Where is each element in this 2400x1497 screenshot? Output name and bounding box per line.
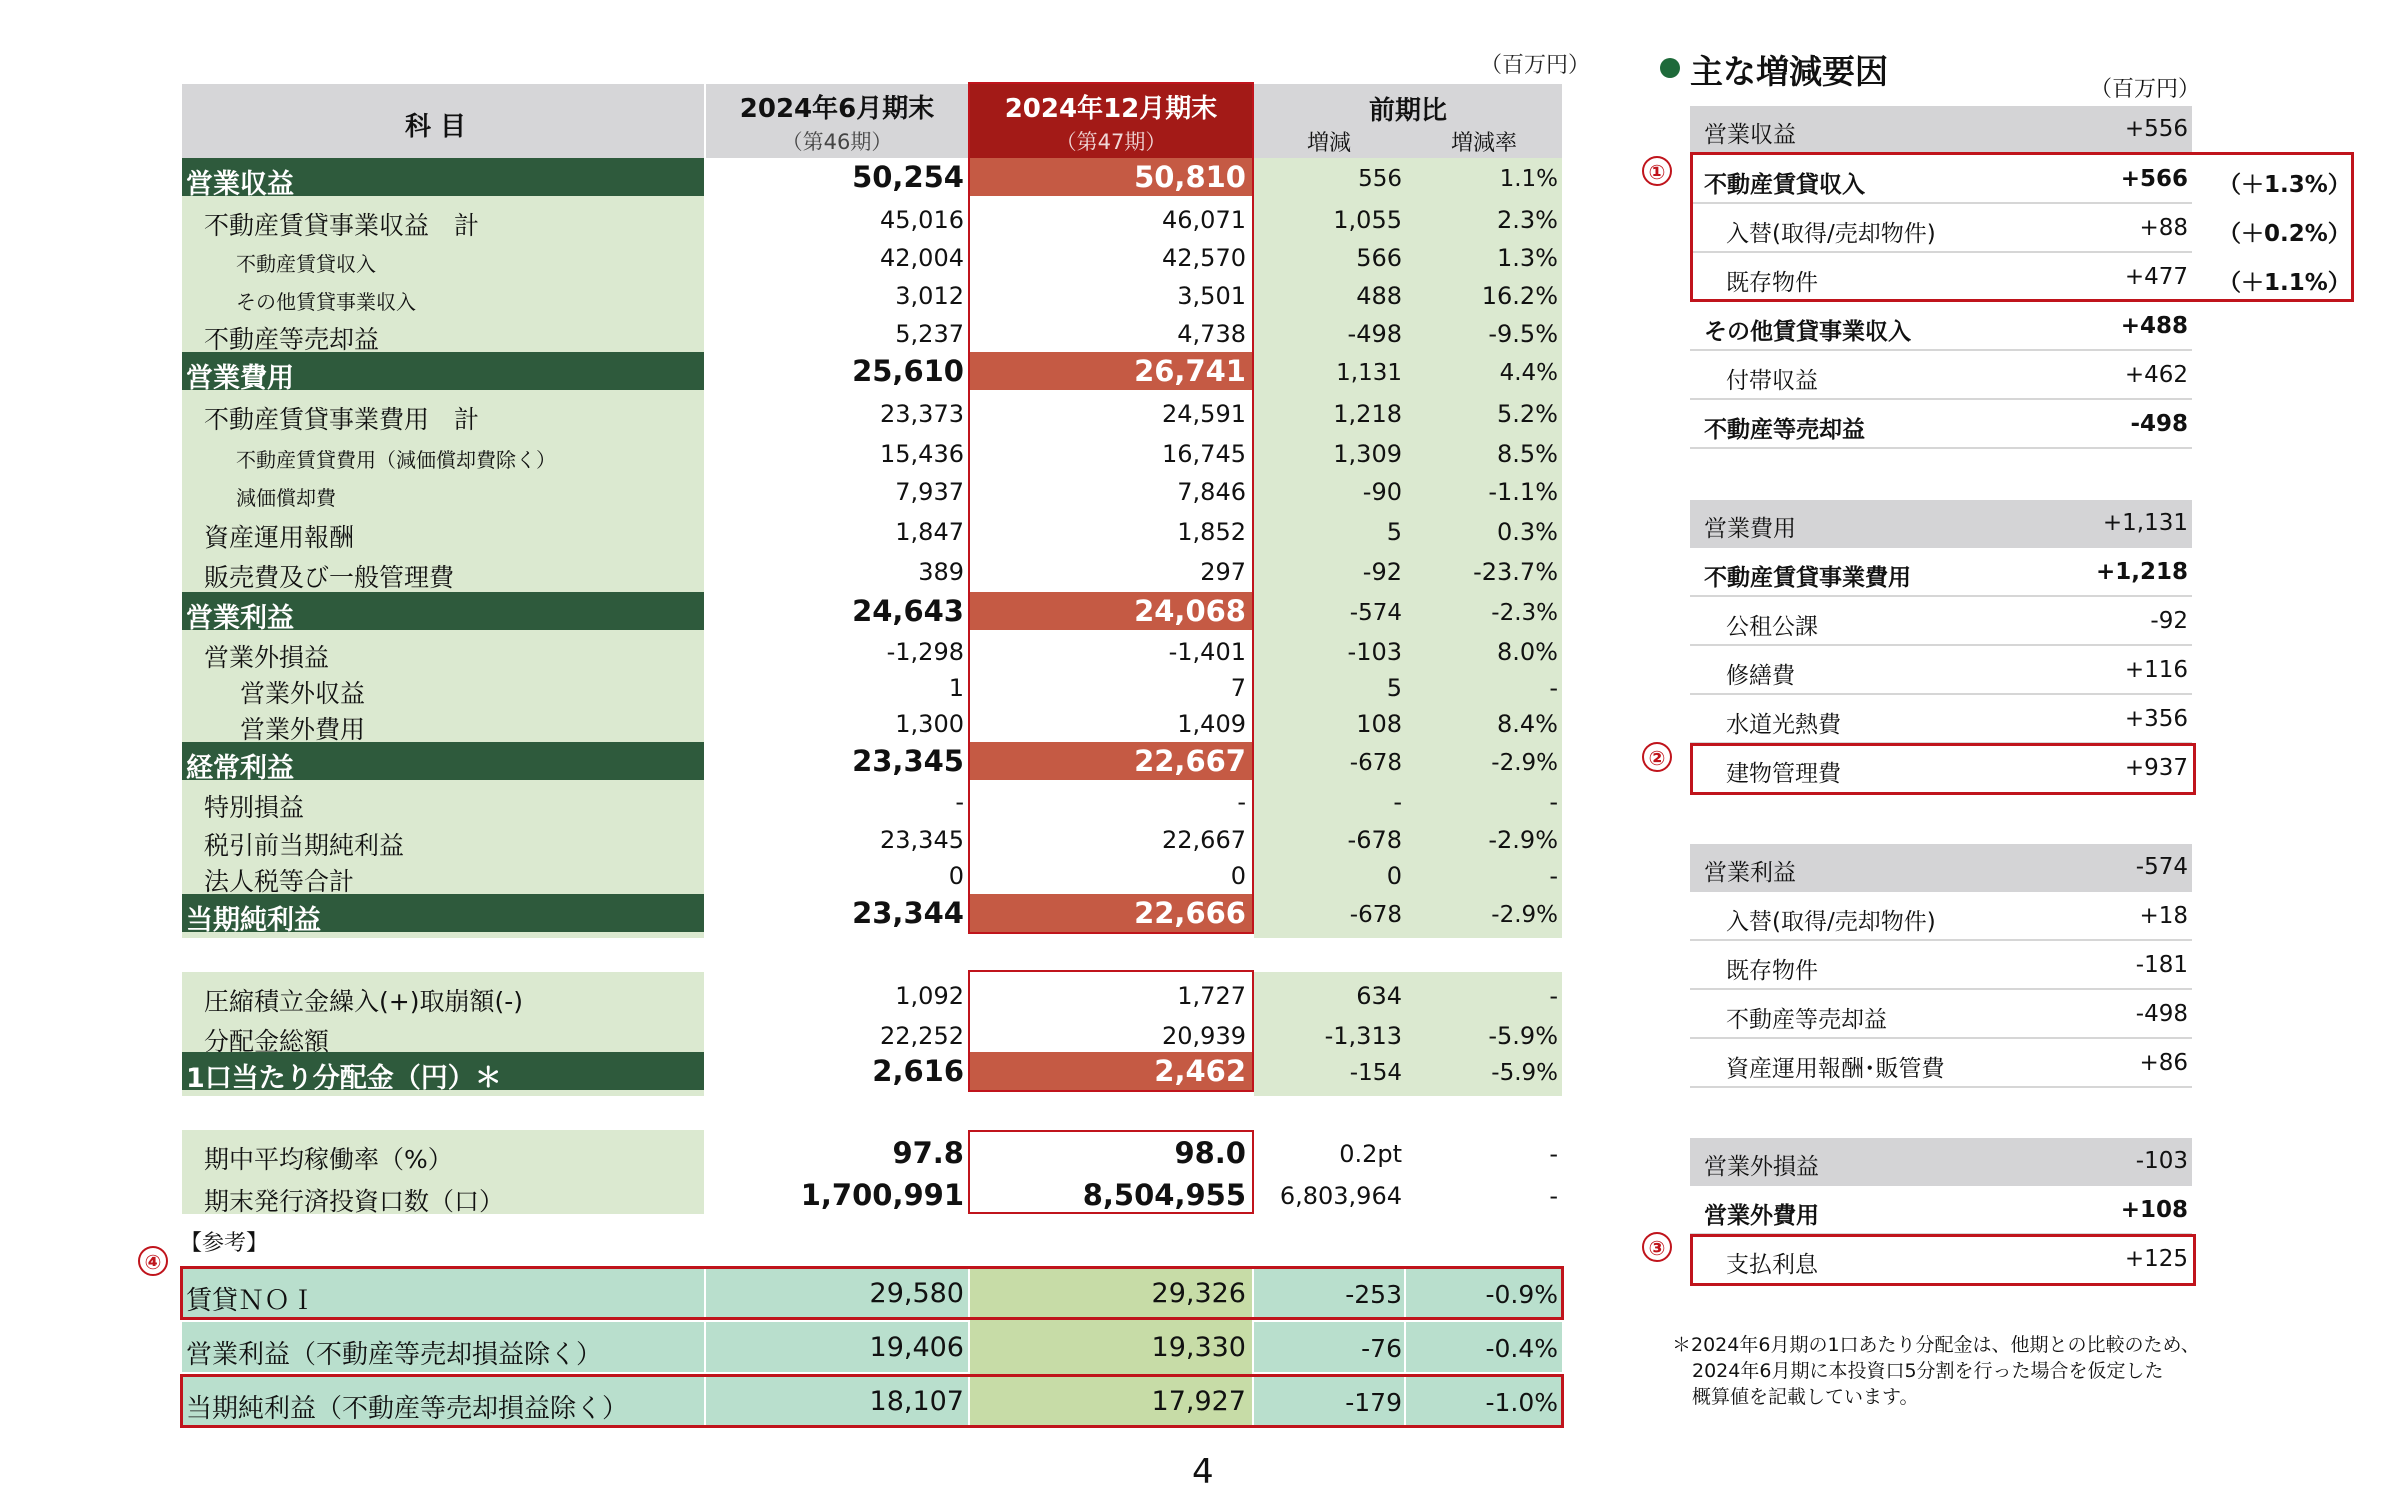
row-v1: 1,300 xyxy=(895,710,964,738)
row-change: 1,131 xyxy=(1336,360,1402,386)
factor-value: +937 xyxy=(2124,755,2188,781)
row-v2: 1,409 xyxy=(1177,710,1246,738)
factor-value: +556 xyxy=(2124,116,2188,142)
factor-row xyxy=(1690,598,2192,646)
header-change: 増減 xyxy=(1306,131,1351,156)
row-rate: -0.9% xyxy=(1485,1280,1558,1309)
row-rate: - xyxy=(1549,982,1558,1010)
factor-pct: （＋1.1%） xyxy=(2218,270,2351,296)
row-v1: 50,254 xyxy=(852,160,964,194)
row-rate: -0.4% xyxy=(1485,1334,1558,1363)
row-change: -103 xyxy=(1347,638,1402,666)
row-v2: 20,939 xyxy=(1162,1022,1246,1050)
factor-label: 資産運用報酬･販管費 xyxy=(1726,1056,1945,1082)
row-label: 販売費及び一般管理費 xyxy=(204,563,455,592)
factor-label: 既存物件 xyxy=(1726,958,1818,984)
factor-label: 付帯収益 xyxy=(1726,368,1818,394)
row-change: 1,309 xyxy=(1333,440,1402,468)
row-v1: 5,237 xyxy=(895,320,964,348)
row-v1: 97.8 xyxy=(892,1136,964,1170)
row-change: -92 xyxy=(1362,558,1402,586)
row-v2: 50,810 xyxy=(1134,160,1246,194)
row-change: -179 xyxy=(1345,1388,1402,1417)
footnote-line: 2024年6月期に本投資口5分割を行った場合を仮定した xyxy=(1692,1360,2164,1382)
factor-label: 支払利息 xyxy=(1726,1252,1818,1278)
factor-value: +116 xyxy=(2124,657,2188,683)
page-number: 4 xyxy=(1192,1452,1214,1492)
row-rate: - xyxy=(1549,1140,1558,1168)
factor-row xyxy=(1690,352,2192,400)
factor-row-header xyxy=(1690,500,2192,548)
row-rate: - xyxy=(1549,788,1558,816)
factor-value: +108 xyxy=(2120,1197,2188,1223)
row-rate: -23.7% xyxy=(1473,558,1558,586)
row-change: 0 xyxy=(1386,862,1402,890)
row-label: 不動産等売却益 xyxy=(204,325,380,354)
row-rate: -9.5% xyxy=(1488,320,1558,348)
factor-label: 不動産賃貸事業費用 xyxy=(1704,565,1911,591)
header-subject: 科 目 xyxy=(405,112,467,142)
row-change: -498 xyxy=(1347,320,1402,348)
row-v1: 23,345 xyxy=(880,826,964,854)
row-v2: 98.0 xyxy=(1174,1136,1246,1170)
header-rate: 増減率 xyxy=(1450,131,1517,156)
factor-label: 不動産等売却益 xyxy=(1726,1007,1887,1033)
row-label: 経常利益 xyxy=(186,753,294,784)
row-v2: - xyxy=(1237,788,1246,816)
row-label: 不動産賃貸事業収益 計 xyxy=(204,211,480,240)
row-v1: 22,252 xyxy=(880,1022,964,1050)
row-change: -154 xyxy=(1349,1060,1402,1086)
row-rate: 8.0% xyxy=(1497,638,1558,666)
factor-label: 不動産等売却益 xyxy=(1704,417,1865,443)
row-rate: -2.3% xyxy=(1491,600,1558,626)
row-v2: 29,326 xyxy=(1151,1278,1246,1309)
row-change: 566 xyxy=(1356,244,1402,272)
row-v1: 0 xyxy=(948,862,964,890)
row-v1: - xyxy=(955,788,964,816)
factor-row xyxy=(1690,1187,2192,1235)
row-rate: - xyxy=(1549,862,1558,890)
row-label: 税引前当期純利益 xyxy=(204,831,405,860)
row-label: 期中平均稼働率（%） xyxy=(204,1145,453,1174)
row-v1: 1 xyxy=(948,674,964,702)
highlight-box-1 xyxy=(1690,152,2354,302)
row-v2: 7 xyxy=(1230,674,1246,702)
row-v2: 8,504,955 xyxy=(1082,1178,1246,1212)
header-col1-sub: （第46期） xyxy=(781,130,893,154)
factor-label: その他賃貸事業収入 xyxy=(1704,319,1911,345)
row-v1: 19,406 xyxy=(869,1332,964,1363)
footnote-line: ＊2024年6月期の1口あたり分配金は、他期との比較のため、 xyxy=(1672,1334,2200,1356)
factor-row xyxy=(1690,942,2192,990)
factor-value: +1,131 xyxy=(2102,510,2188,536)
factor-value: -103 xyxy=(2135,1148,2188,1174)
row-rate: 16.2% xyxy=(1481,282,1558,310)
row-v1: 1,700,991 xyxy=(800,1178,964,1212)
row-v2: 7,846 xyxy=(1177,478,1246,506)
row-rate: -5.9% xyxy=(1491,1060,1558,1086)
row-v1: 29,580 xyxy=(869,1278,964,1309)
header-col2-title: 2024年12月期末 xyxy=(1004,94,1218,124)
row-label: 営業外費用 xyxy=(240,715,366,744)
row-v1: 1,847 xyxy=(895,518,964,546)
row-v2: 16,745 xyxy=(1162,440,1246,468)
factor-row xyxy=(1690,303,2192,351)
row-v1: -1,298 xyxy=(886,638,964,666)
factor-label: 水道光熱費 xyxy=(1726,712,1841,738)
row-v2: 46,071 xyxy=(1162,206,1246,234)
row-change: -678 xyxy=(1349,750,1402,776)
row-change: -90 xyxy=(1362,478,1402,506)
factor-label: 営業利益 xyxy=(1704,860,1796,886)
row-v2: 19,330 xyxy=(1151,1332,1246,1363)
factor-row xyxy=(1690,549,2192,597)
row-label: 営業外収益 xyxy=(240,679,366,708)
row-v1: 2,616 xyxy=(872,1054,964,1088)
factor-value: +1,218 xyxy=(2095,559,2188,585)
row-v1: 1,092 xyxy=(895,982,964,1010)
right-panel-title: 主な増減要因 xyxy=(1690,52,1888,91)
marker-1: ① xyxy=(1642,156,1672,186)
row-label: 営業利益 xyxy=(186,603,294,634)
row-label: 圧縮積立金繰入(+)取崩額(-) xyxy=(204,987,523,1016)
factor-label: 建物管理費 xyxy=(1726,761,1841,787)
factor-value: +86 xyxy=(2139,1050,2188,1076)
row-v2: 42,570 xyxy=(1162,244,1246,272)
factor-label: 入替(取得/売却物件) xyxy=(1726,909,1936,935)
reference-label: 【参考】 xyxy=(180,1231,269,1256)
row-change: -253 xyxy=(1345,1280,1402,1309)
marker-4: ④ xyxy=(138,1246,168,1276)
row-v1: 7,937 xyxy=(895,478,964,506)
row-v1: 23,344 xyxy=(852,896,964,930)
row-label: 営業収益 xyxy=(186,169,294,200)
row-v1: 389 xyxy=(918,558,964,586)
factor-value: -92 xyxy=(2150,608,2188,634)
row-rate: 0.3% xyxy=(1497,518,1558,546)
row-v2: 22,667 xyxy=(1162,826,1246,854)
row-rate: 8.5% xyxy=(1497,440,1558,468)
row-v1: 15,436 xyxy=(880,440,964,468)
row-v2: 3,501 xyxy=(1177,282,1246,310)
row-label: 資産運用報酬 xyxy=(204,523,355,552)
row-label: 営業費用 xyxy=(186,363,294,394)
row-v2: 4,738 xyxy=(1177,320,1246,348)
row-change: 1,218 xyxy=(1333,400,1402,428)
row-v1: 45,016 xyxy=(880,206,964,234)
row-v2: 22,666 xyxy=(1134,896,1246,930)
factor-label: 営業収益 xyxy=(1704,122,1796,148)
unit-label: （百万円） xyxy=(1480,53,1591,78)
header-col2-sub: （第47期） xyxy=(1055,130,1167,154)
row-v1: 25,610 xyxy=(852,354,964,388)
row-rate: 8.4% xyxy=(1497,710,1558,738)
header-col1-title: 2024年6月期末 xyxy=(739,94,935,124)
row-label: 営業利益（不動産等売却損益除く） xyxy=(186,1340,603,1370)
factor-label: 公租公課 xyxy=(1726,614,1818,640)
factor-value: -498 xyxy=(2130,411,2188,437)
factor-value: +462 xyxy=(2124,362,2188,388)
row-v1: 24,643 xyxy=(852,594,964,628)
row-change: 1,055 xyxy=(1333,206,1402,234)
factor-row xyxy=(1690,893,2192,941)
row-change: 5 xyxy=(1386,518,1402,546)
row-label: 賃貸ＮＯＩ xyxy=(186,1286,317,1316)
row-rate: -2.9% xyxy=(1491,902,1558,928)
row-change: -678 xyxy=(1347,826,1402,854)
footnote-line: 概算値を記載しています。 xyxy=(1692,1386,1919,1408)
factor-value: +18 xyxy=(2139,903,2188,929)
factor-pct: （＋1.3%） xyxy=(2218,172,2351,198)
row-v1: 3,012 xyxy=(895,282,964,310)
row-rate: -2.9% xyxy=(1488,826,1558,854)
row-rate: -1.0% xyxy=(1485,1388,1558,1417)
row-change: -574 xyxy=(1349,600,1402,626)
row-v2: 22,667 xyxy=(1134,744,1246,778)
row-rate: 5.2% xyxy=(1497,400,1558,428)
factor-value: +566 xyxy=(2120,166,2188,192)
row-rate: 4.4% xyxy=(1499,360,1558,386)
factor-value: +356 xyxy=(2124,706,2188,732)
factor-label: 営業外損益 xyxy=(1704,1154,1819,1180)
row-v2: 1,852 xyxy=(1177,518,1246,546)
factor-value: +488 xyxy=(2120,313,2188,339)
row-label: 期末発行済投資口数（口） xyxy=(204,1187,505,1216)
factor-pct: （＋0.2%） xyxy=(2218,221,2351,247)
factor-value: +88 xyxy=(2139,215,2188,241)
factor-value: -181 xyxy=(2135,952,2188,978)
row-change: 108 xyxy=(1356,710,1402,738)
row-change: 634 xyxy=(1356,982,1402,1010)
right-panel-unit: （百万円） xyxy=(2090,77,2201,102)
row-v2: 26,741 xyxy=(1134,354,1246,388)
comp-column-bg xyxy=(1254,158,1562,938)
row-rate: -1.1% xyxy=(1488,478,1558,506)
factor-row-header xyxy=(1690,106,2192,154)
row-v2: 17,927 xyxy=(1151,1386,1246,1417)
row-v2: 1,727 xyxy=(1177,982,1246,1010)
factor-row xyxy=(1690,696,2192,744)
factor-row xyxy=(1690,401,2192,449)
row-v2: 0 xyxy=(1230,862,1246,890)
factor-label: 営業外費用 xyxy=(1704,1203,1819,1229)
row-rate: 2.3% xyxy=(1497,206,1558,234)
row-label: 分配金総額 xyxy=(204,1027,330,1056)
row-label: 不動産賃貸事業費用 計 xyxy=(204,405,480,434)
row-label: 1口当たり分配金（円）＊ xyxy=(186,1063,502,1094)
factor-label: 入替(取得/売却物件) xyxy=(1726,221,1936,247)
row-change: - xyxy=(1393,788,1402,816)
title-bullet-icon xyxy=(1660,58,1680,78)
factor-label: 既存物件 xyxy=(1726,270,1818,296)
factor-label: 営業費用 xyxy=(1704,516,1796,542)
marker-3: ③ xyxy=(1642,1232,1672,1262)
row-change: 6,803,964 xyxy=(1279,1182,1402,1210)
factor-row-header xyxy=(1690,844,2192,892)
factor-label: 修繕費 xyxy=(1726,663,1795,689)
row-label: 不動産賃貸収入 xyxy=(236,252,376,276)
row-v2: 297 xyxy=(1200,558,1246,586)
row-label: 特別損益 xyxy=(204,793,305,822)
row-v1: 23,345 xyxy=(852,744,964,778)
row-label: 不動産賃貸費用（減価償却費除く） xyxy=(236,448,556,472)
row-v1: 42,004 xyxy=(880,244,964,272)
row-rate: -2.9% xyxy=(1491,750,1558,776)
highlight-box-3 xyxy=(1690,1234,2196,1286)
row-change: -678 xyxy=(1349,902,1402,928)
row-rate: 1.1% xyxy=(1499,166,1558,192)
row-v1: 23,373 xyxy=(880,400,964,428)
factor-value: +477 xyxy=(2124,264,2188,290)
row-rate: 1.3% xyxy=(1497,244,1558,272)
row-v2: 24,068 xyxy=(1134,594,1246,628)
row-change: 488 xyxy=(1356,282,1402,310)
row-v2: 2,462 xyxy=(1154,1054,1246,1088)
row-label: 法人税等合計 xyxy=(204,867,355,896)
row-change: 5 xyxy=(1386,674,1402,702)
factor-row xyxy=(1690,647,2192,695)
row-rate: - xyxy=(1549,1182,1558,1210)
factor-row xyxy=(1690,991,2192,1039)
row-rate: -5.9% xyxy=(1488,1022,1558,1050)
row-change: -76 xyxy=(1361,1334,1402,1363)
row-v1: 18,107 xyxy=(869,1386,964,1417)
row-change: -1,313 xyxy=(1324,1022,1402,1050)
factor-value: +125 xyxy=(2124,1246,2188,1272)
factor-row-header xyxy=(1690,1138,2192,1186)
header-comp-title: 前期比 xyxy=(1368,96,1447,126)
row-label: 営業外損益 xyxy=(204,643,330,672)
row-change: 0.2pt xyxy=(1339,1140,1402,1168)
factor-value: -498 xyxy=(2135,1001,2188,1027)
highlight-box-2 xyxy=(1690,743,2196,795)
row-v2: -1,401 xyxy=(1168,638,1246,666)
row-label: 減価償却費 xyxy=(236,486,336,510)
factor-label: 不動産賃貸収入 xyxy=(1704,172,1865,198)
row-label: 当期純利益（不動産等売却損益除く） xyxy=(186,1394,629,1424)
row-change: 556 xyxy=(1358,166,1402,192)
marker-2: ② xyxy=(1642,742,1672,772)
row-rate: - xyxy=(1549,674,1558,702)
factor-row xyxy=(1690,1040,2192,1088)
row-label: 当期純利益 xyxy=(186,905,321,936)
row-label: その他賃貸事業収入 xyxy=(236,290,416,314)
factor-value: -574 xyxy=(2135,854,2188,880)
row-v2: 24,591 xyxy=(1162,400,1246,428)
